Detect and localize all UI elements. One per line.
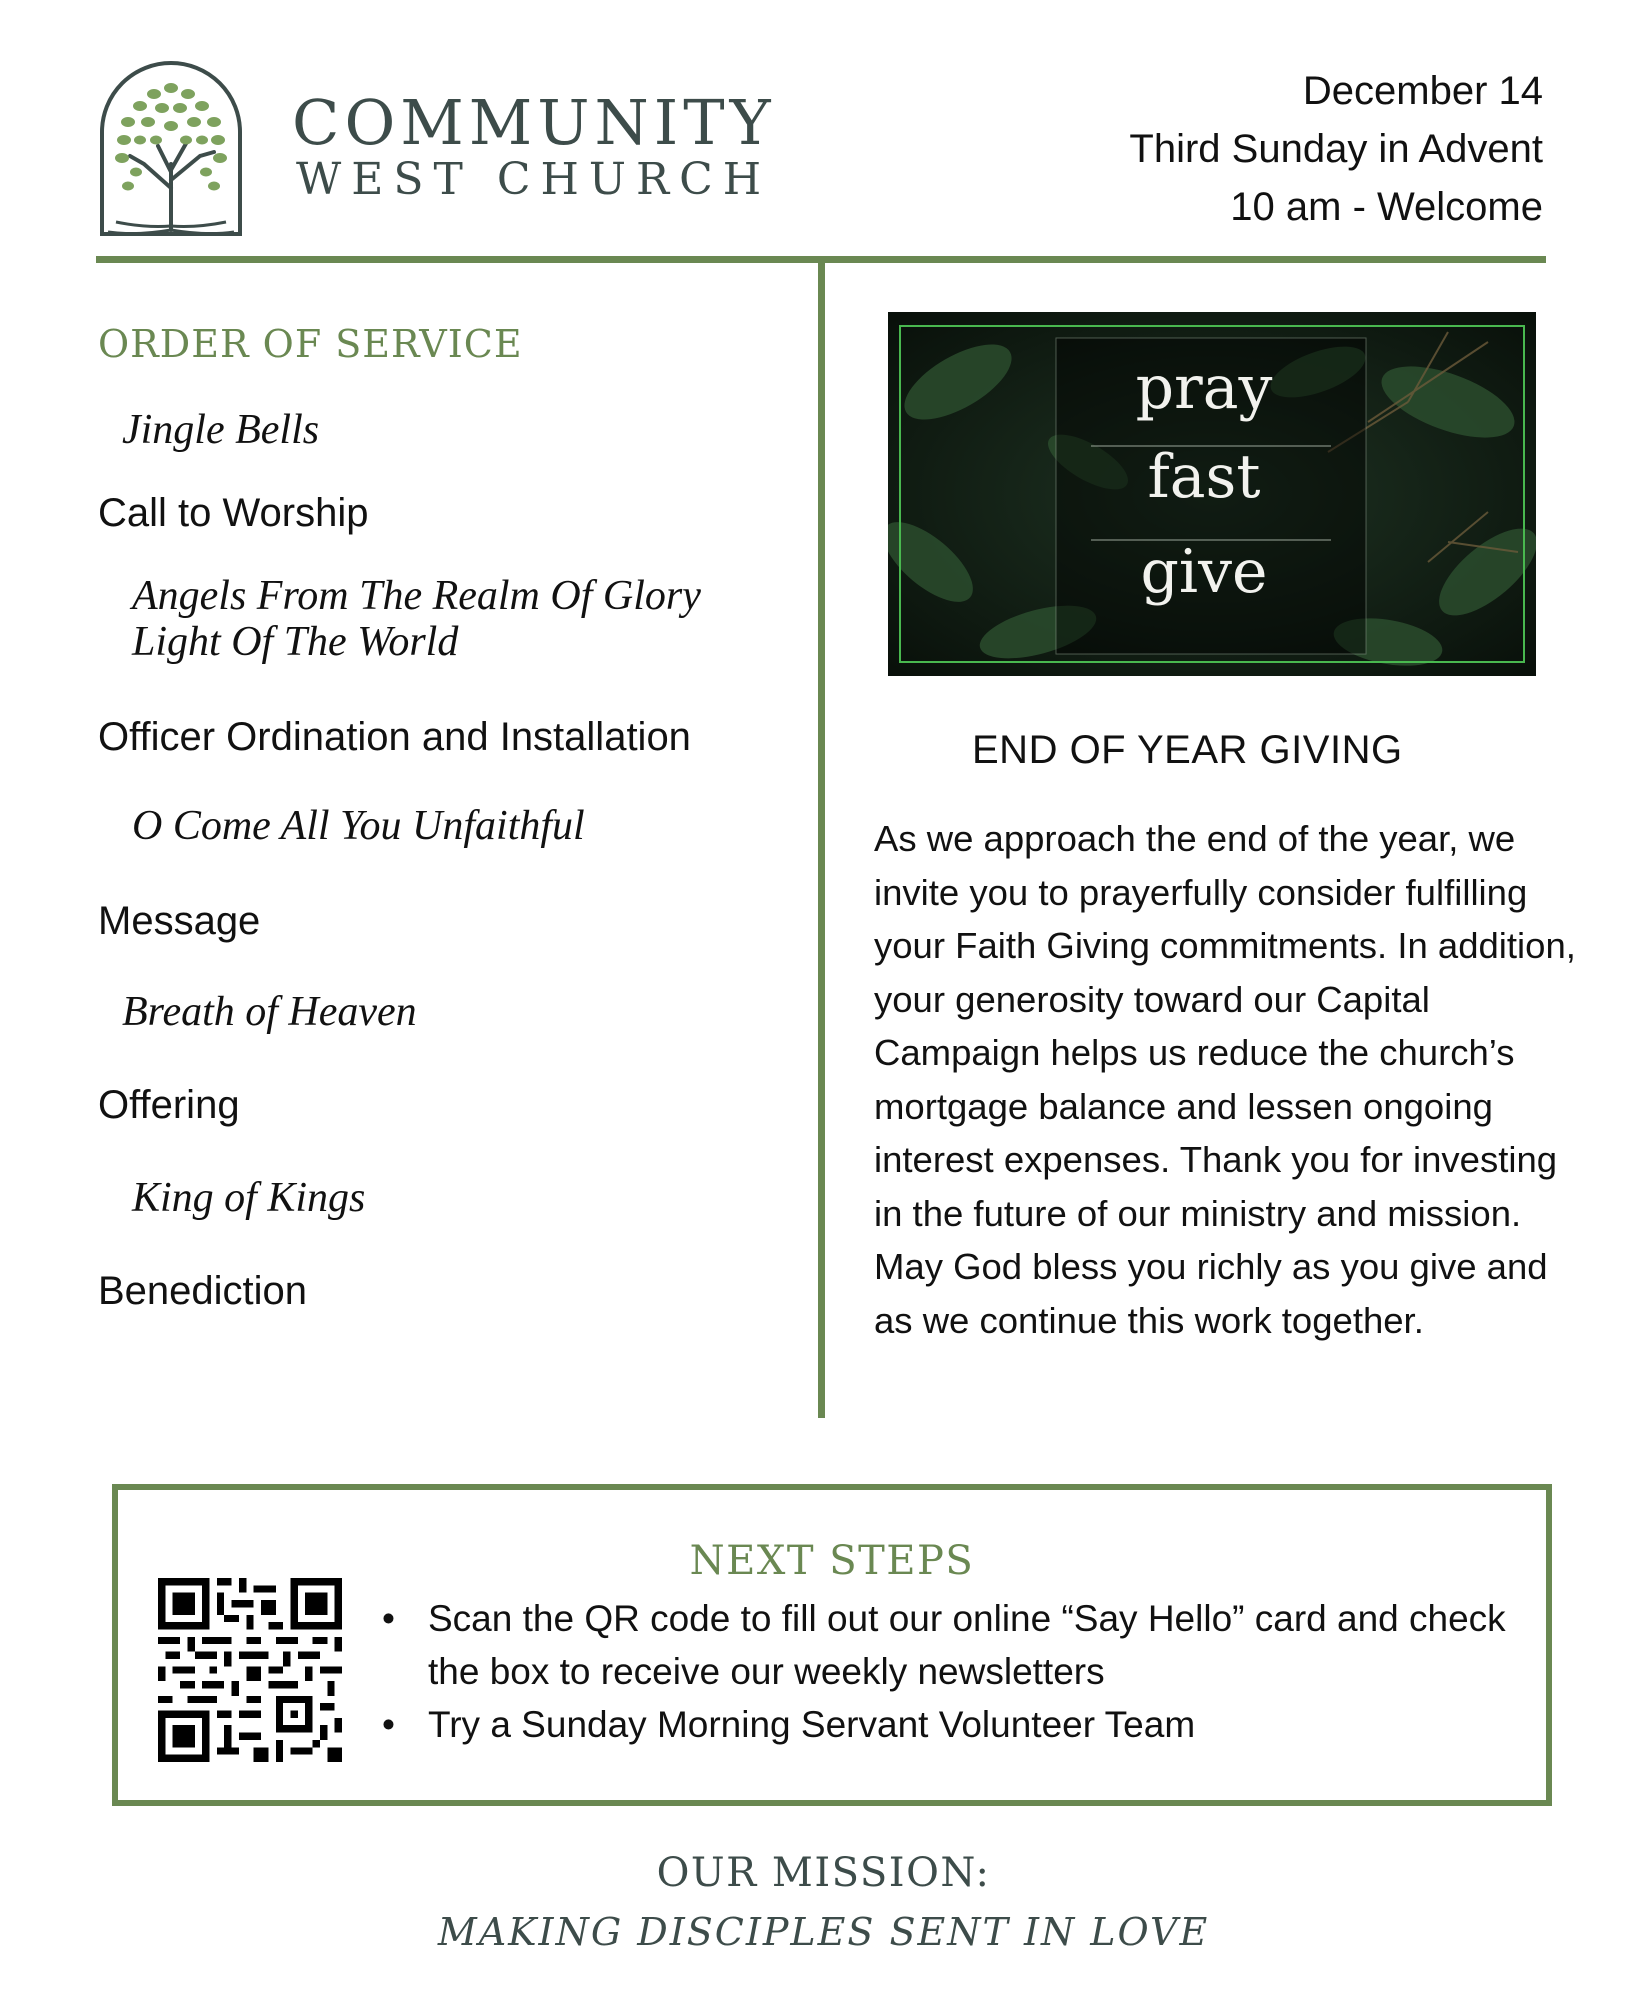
service-item-song: King of Kings	[132, 1175, 366, 1221]
service-item: Benediction	[98, 1269, 308, 1313]
service-info	[1129, 62, 1543, 236]
giving-body: As we approach the end of the year, we invite you to prayerfully consider fulfilling your Faith Giving commitments. In addition, your generosity toward our Capital Campaign helps us reduce the church’s mortgage balance and lessen ongoing interest expenses. Thank you for investing in the future of our ministry and mission. May God bless you richly as you give and as we continue this work together.	[874, 818, 1576, 1341]
order-of-service-heading: ORDER OF SERVICE	[98, 322, 523, 366]
next-steps-box	[112, 1484, 1552, 1806]
give-word: give	[1140, 537, 1268, 607]
list-item: • Try a Sunday Morning Servant Volunteer Team	[382, 1698, 1522, 1751]
qr-code-icon[interactable]	[158, 1578, 342, 1762]
service-item-song: Angels From The Realm Of Glory	[132, 573, 701, 619]
service-date: December 14	[1302, 69, 1543, 113]
column-divider	[818, 262, 825, 1418]
list-item: • Scan the QR code to fill out our online “Say Hello” card and check the box to receive our weekly newsletters	[382, 1592, 1522, 1698]
fast-word: fast	[1147, 442, 1261, 512]
mission-statement: MAKING DISCIPLES SENT IN LOVE	[437, 1910, 1210, 1954]
service-item: Offering	[98, 1083, 240, 1127]
church-logo-tree-icon	[96, 60, 246, 238]
giving-heading: END OF YEAR GIVING	[972, 728, 1403, 772]
next-steps-heading: NEXT STEPS	[689, 1538, 975, 1584]
service-item-song: O Come All You Unfaithful	[132, 803, 585, 849]
service-occasion: Third Sunday in Advent	[1129, 127, 1543, 171]
service-item-song: Breath of Heaven	[122, 989, 417, 1035]
brand-name-line1: COMMUNITY	[292, 86, 776, 159]
pray-word: pray	[1135, 353, 1273, 423]
service-item: Message	[98, 899, 261, 943]
pray-fast-give-image	[888, 312, 1536, 676]
brand-name-line2: WEST CHURCH	[296, 154, 772, 205]
mission-heading: OUR MISSION:	[656, 1850, 991, 1896]
service-item-song: Light Of The World	[132, 619, 459, 665]
next-steps-list	[382, 1592, 1522, 1751]
service-time: 10 am - Welcome	[1230, 185, 1543, 229]
service-item-song: Jingle Bells	[122, 407, 320, 453]
service-item: Call to Worship	[98, 491, 369, 535]
service-item: Officer Ordination and Installation	[98, 715, 691, 759]
